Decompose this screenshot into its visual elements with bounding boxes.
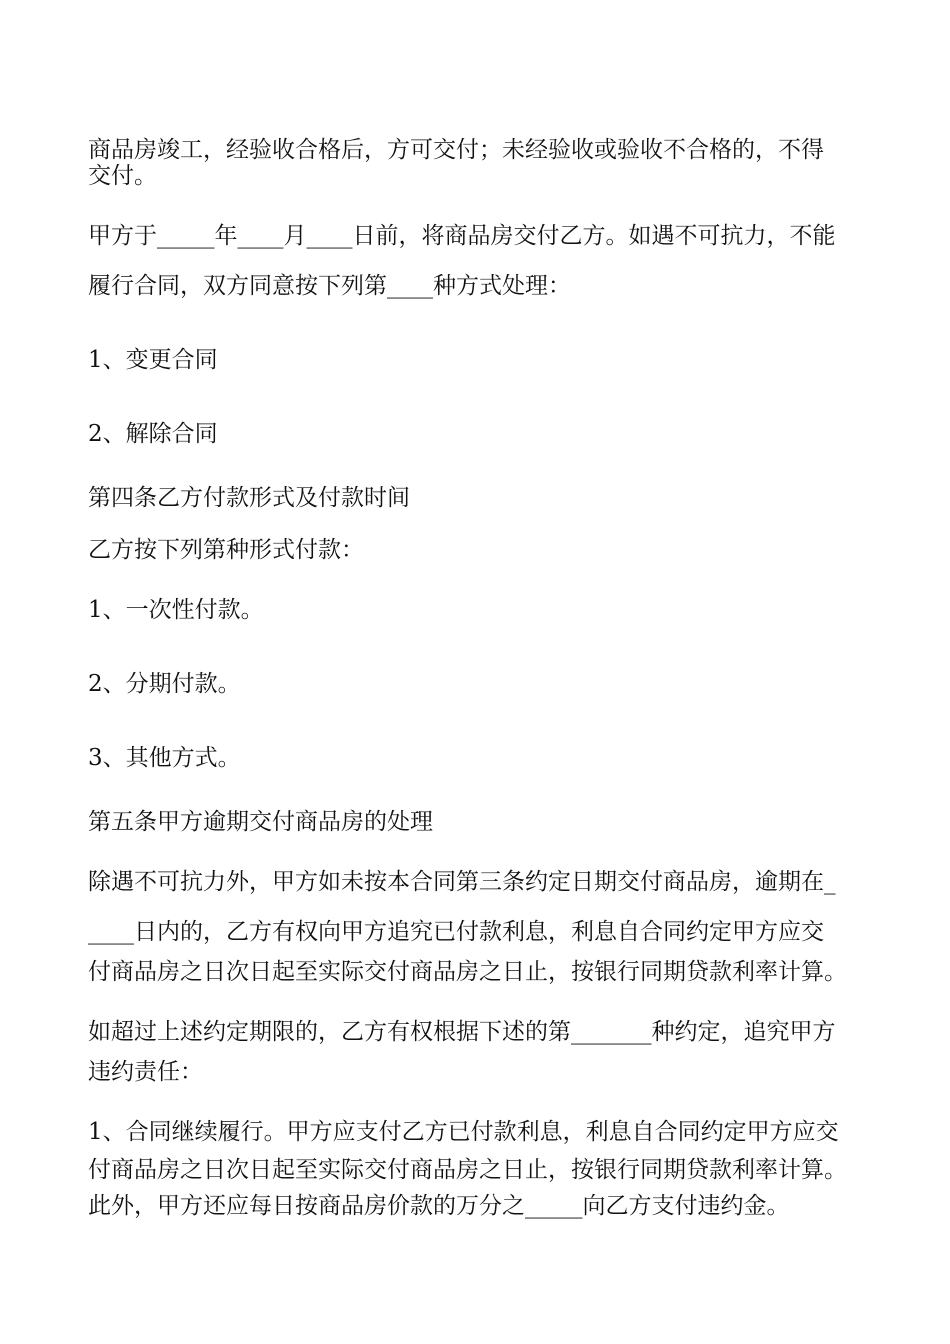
text-line: 付商品房之日次日起至实际交付商品房之日止，按银行同期贷款利率计算。 xyxy=(88,1157,847,1183)
list-item: 1、一次性付款。 xyxy=(88,597,264,623)
text-line: 如超过上述约定期限的，乙方有权根据下述的第_______种约定，追究甲方 xyxy=(88,1019,836,1045)
list-item: 1、合同继续履行。甲方应支付乙方已付款利息，利息自合同约定甲方应交 xyxy=(88,1119,839,1145)
text-line: 履行合同，双方同意按下列第____种方式处理： xyxy=(88,273,571,299)
text-line: 除遇不可抗力外，甲方如未按本合同第三条约定日期交付商品房，逾期在_ xyxy=(88,869,836,895)
section-heading: 第四条乙方付款形式及付款时间 xyxy=(88,485,410,511)
text-line: 违约责任： xyxy=(88,1059,203,1085)
text-line: 甲方于_____年____月____日前，将商品房交付乙方。如遇不可抗力，不能 xyxy=(88,223,836,249)
text-line: 交付。 xyxy=(88,163,157,189)
section-heading: 第五条甲方逾期交付商品房的处理 xyxy=(88,809,433,835)
list-item: 1、变更合同 xyxy=(88,347,218,373)
list-item: 2、解除合同 xyxy=(88,421,218,447)
text-line: 商品房竣工，经验收合格后，方可交付；未经验收或验收不合格的，不得 xyxy=(88,137,824,163)
text-line: 付商品房之日次日起至实际交付商品房之日止，按银行同期贷款利率计算。 xyxy=(88,959,847,985)
list-item: 3、其他方式。 xyxy=(88,745,241,771)
list-item: 2、分期付款。 xyxy=(88,671,241,697)
text-line: 此外，甲方还应每日按商品房价款的万分之_____向乙方支付违约金。 xyxy=(88,1193,790,1219)
text-line: ____日内的，乙方有权向甲方追究已付款利息，利息自合同约定甲方应交 xyxy=(88,919,824,945)
text-line: 乙方按下列第种形式付款： xyxy=(88,537,364,563)
